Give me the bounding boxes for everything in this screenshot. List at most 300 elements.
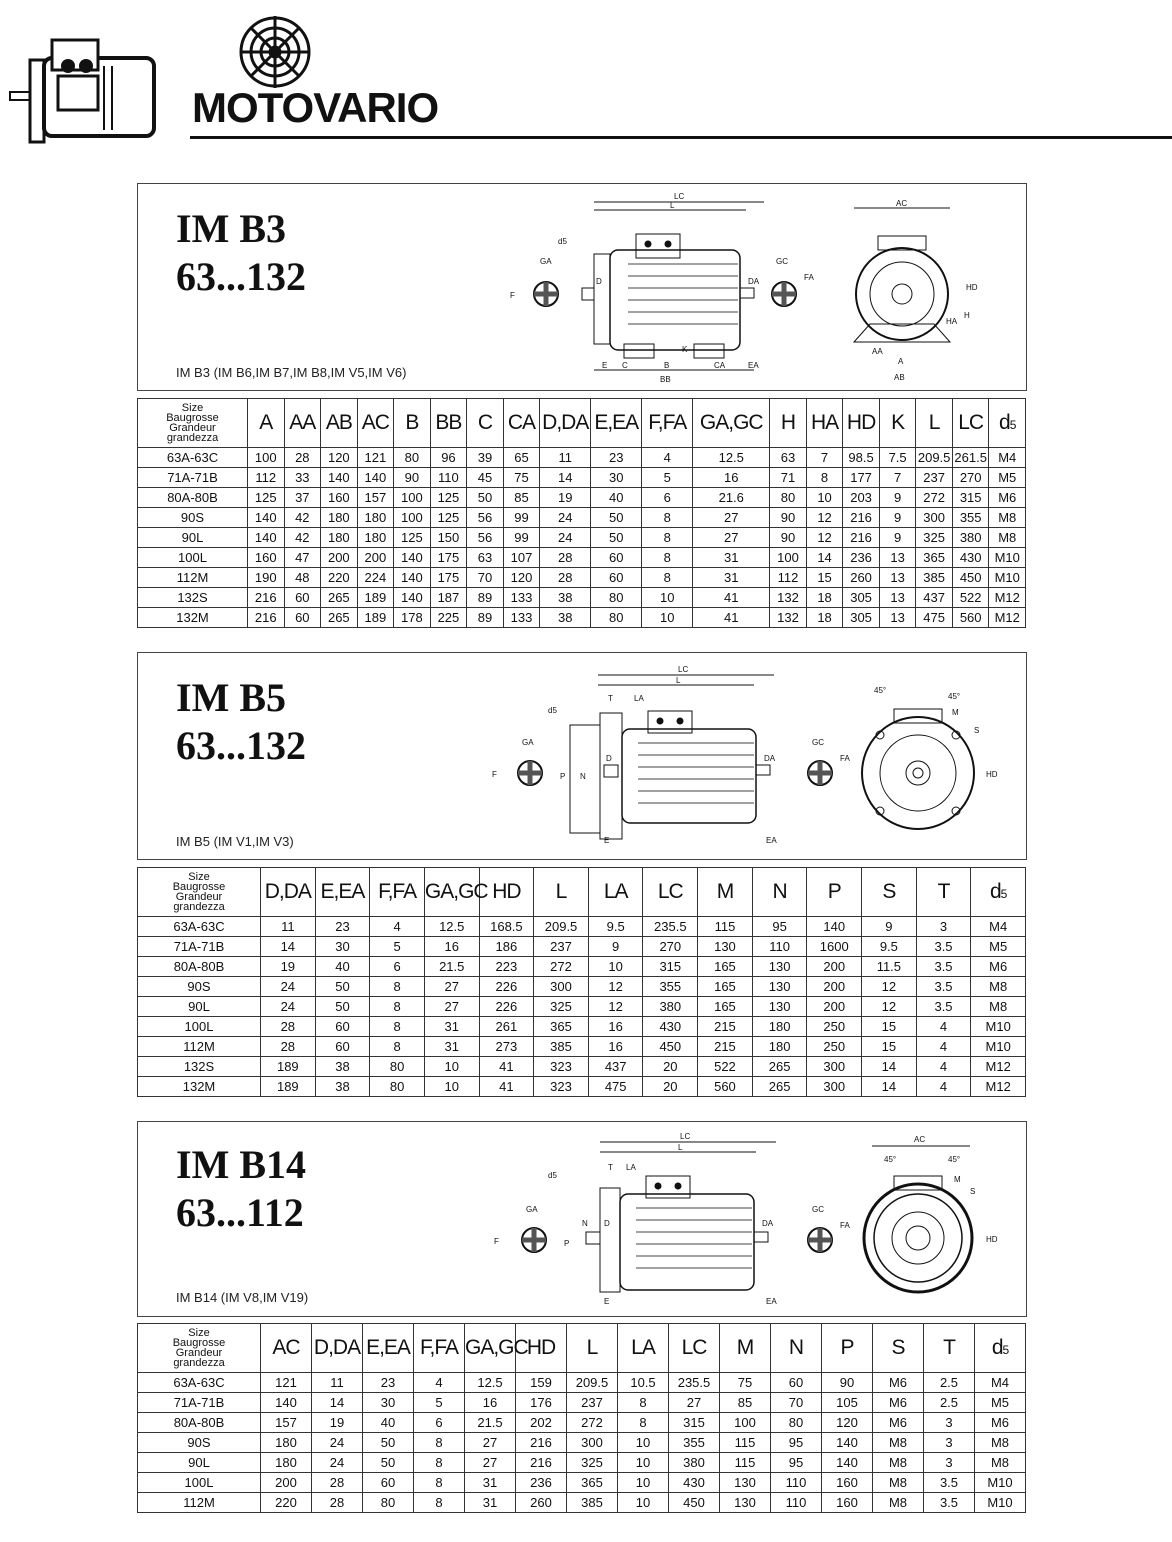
value-cell: 19 xyxy=(312,1413,363,1433)
value-cell: 10 xyxy=(618,1453,669,1473)
value-cell: 265 xyxy=(321,588,358,608)
value-cell: 380 xyxy=(952,528,989,548)
value-cell: 180 xyxy=(261,1433,312,1453)
col-header: H xyxy=(770,399,807,448)
value-cell: 38 xyxy=(315,1077,370,1097)
value-cell: 90 xyxy=(770,528,807,548)
value-cell: 130 xyxy=(752,977,807,997)
svg-text:FA: FA xyxy=(804,273,814,282)
value-cell: M4 xyxy=(989,448,1026,468)
value-cell: 437 xyxy=(916,588,953,608)
value-cell: 50 xyxy=(363,1433,414,1453)
value-cell: 20 xyxy=(643,1077,698,1097)
value-cell: M12 xyxy=(989,608,1026,628)
size-cell: 90S xyxy=(138,1433,261,1453)
value-cell: 130 xyxy=(752,957,807,977)
header-rule xyxy=(190,136,1172,139)
value-cell: 273 xyxy=(479,1037,534,1057)
value-cell: 209.5 xyxy=(567,1373,618,1393)
section-subtitle: IM B3 (IM B6,IM B7,IM B8,IM V5,IM V6) xyxy=(176,365,407,380)
value-cell: 80 xyxy=(771,1413,822,1433)
value-cell: 80 xyxy=(770,488,807,508)
value-cell: 315 xyxy=(643,957,698,977)
value-cell: 355 xyxy=(669,1433,720,1453)
svg-text:P: P xyxy=(564,1239,570,1248)
page-header xyxy=(0,0,1172,150)
value-cell: 19 xyxy=(261,957,316,977)
value-cell: 132 xyxy=(770,588,807,608)
svg-text:E: E xyxy=(602,361,608,370)
value-cell: 14 xyxy=(312,1393,363,1413)
value-cell: M6 xyxy=(989,488,1026,508)
col-header: T xyxy=(916,868,971,917)
value-cell: 237 xyxy=(916,468,953,488)
value-cell: 6 xyxy=(370,957,425,977)
value-cell: 4 xyxy=(916,1037,971,1057)
value-cell: 89 xyxy=(467,608,504,628)
col-header: S xyxy=(873,1324,924,1373)
col-header: L xyxy=(916,399,953,448)
svg-text:LC: LC xyxy=(674,192,685,201)
value-cell: 272 xyxy=(534,957,589,977)
col-header: AA xyxy=(284,399,321,448)
value-cell: 250 xyxy=(807,1037,862,1057)
value-cell: 90 xyxy=(822,1373,873,1393)
size-cell: 112M xyxy=(138,1493,261,1513)
table-row xyxy=(138,1393,1026,1413)
value-cell: 325 xyxy=(534,997,589,1017)
value-cell: 202 xyxy=(516,1413,567,1433)
value-cell: 209.5 xyxy=(534,917,589,937)
value-cell: 80 xyxy=(363,1493,414,1513)
value-cell: 40 xyxy=(363,1413,414,1433)
col-header: HA xyxy=(806,399,843,448)
value-cell: M5 xyxy=(989,468,1026,488)
section-im-b5-panel xyxy=(137,652,1027,860)
svg-text:F: F xyxy=(494,1237,499,1246)
table-row xyxy=(138,488,1026,508)
value-cell: 60 xyxy=(363,1473,414,1493)
value-cell: 80 xyxy=(591,588,642,608)
value-cell: 33 xyxy=(284,468,321,488)
value-cell: 9 xyxy=(879,508,916,528)
value-cell: 50 xyxy=(591,528,642,548)
value-cell: 261.5 xyxy=(952,448,989,468)
value-cell: 450 xyxy=(952,568,989,588)
value-cell: 41 xyxy=(479,1077,534,1097)
value-cell: 140 xyxy=(248,528,285,548)
value-cell: M6 xyxy=(873,1373,924,1393)
size-cell: 71A-71B xyxy=(138,1393,261,1413)
value-cell: 6 xyxy=(642,488,693,508)
table-body xyxy=(138,448,1026,628)
value-cell: 110 xyxy=(771,1493,822,1513)
size-cell: 80A-80B xyxy=(138,1413,261,1433)
value-cell: 107 xyxy=(503,548,540,568)
value-cell: 385 xyxy=(916,568,953,588)
value-cell: 180 xyxy=(357,528,394,548)
value-cell: M4 xyxy=(971,917,1026,937)
value-cell: 20 xyxy=(643,1057,698,1077)
value-cell: 10 xyxy=(588,957,643,977)
value-cell: 305 xyxy=(843,608,880,628)
col-header: BB xyxy=(430,399,467,448)
value-cell: 237 xyxy=(534,937,589,957)
value-cell: 31 xyxy=(465,1473,516,1493)
size-cell: 90L xyxy=(138,1453,261,1473)
table-row xyxy=(138,1433,1026,1453)
value-cell: 60 xyxy=(284,588,321,608)
svg-text:FA: FA xyxy=(840,754,850,763)
value-cell: 112 xyxy=(770,568,807,588)
col-header: L xyxy=(567,1324,618,1373)
value-cell: 120 xyxy=(822,1413,873,1433)
svg-text:D: D xyxy=(606,754,612,763)
value-cell: 223 xyxy=(479,957,534,977)
svg-text:HA: HA xyxy=(946,317,958,326)
section-subtitle: IM B14 (IM V8,IM V19) xyxy=(176,1290,309,1305)
value-cell: 38 xyxy=(540,588,591,608)
svg-text:EA: EA xyxy=(748,361,759,370)
size-cell: 100L xyxy=(138,1473,261,1493)
size-header: Size Baugrosse Grandeur grandezza xyxy=(138,399,248,448)
value-cell: 12.5 xyxy=(693,448,770,468)
table-body xyxy=(138,917,1026,1097)
value-cell: 175 xyxy=(430,548,467,568)
value-cell: 125 xyxy=(248,488,285,508)
value-cell: 99 xyxy=(503,508,540,528)
value-cell: 24 xyxy=(261,977,316,997)
col-header: E,EA xyxy=(315,868,370,917)
value-cell: 23 xyxy=(591,448,642,468)
svg-text:AC: AC xyxy=(914,1135,926,1144)
svg-text:S: S xyxy=(970,1187,976,1196)
value-cell: 4 xyxy=(642,448,693,468)
value-cell: 140 xyxy=(807,917,862,937)
value-cell: 160 xyxy=(321,488,358,508)
value-cell: 115 xyxy=(720,1453,771,1473)
value-cell: 60 xyxy=(315,1017,370,1037)
value-cell: 63 xyxy=(770,448,807,468)
value-cell: 90 xyxy=(770,508,807,528)
value-cell: 19 xyxy=(540,488,591,508)
value-cell: 522 xyxy=(698,1057,753,1077)
value-cell: 10 xyxy=(642,588,693,608)
value-cell: 42 xyxy=(284,528,321,548)
value-cell: 7 xyxy=(879,468,916,488)
value-cell: 31 xyxy=(693,548,770,568)
value-cell: 216 xyxy=(248,588,285,608)
value-cell: 133 xyxy=(503,608,540,628)
value-cell: 30 xyxy=(591,468,642,488)
value-cell: 175 xyxy=(430,568,467,588)
value-cell: M8 xyxy=(873,1493,924,1513)
value-cell: 8 xyxy=(642,508,693,528)
svg-text:P: P xyxy=(560,772,566,781)
table-row xyxy=(138,468,1026,488)
value-cell: 2.5 xyxy=(924,1373,975,1393)
table-row xyxy=(138,548,1026,568)
value-cell: 14 xyxy=(261,937,316,957)
value-cell: 10 xyxy=(618,1433,669,1453)
value-cell: 95 xyxy=(771,1453,822,1473)
value-cell: M8 xyxy=(971,977,1026,997)
value-cell: M8 xyxy=(873,1433,924,1453)
value-cell: 140 xyxy=(261,1393,312,1413)
value-cell: 265 xyxy=(752,1057,807,1077)
value-cell: 4 xyxy=(370,917,425,937)
value-cell: 9 xyxy=(862,917,917,937)
size-cell: 132M xyxy=(138,1077,261,1097)
value-cell: 130 xyxy=(720,1473,771,1493)
table-row xyxy=(138,448,1026,468)
value-cell: 216 xyxy=(843,508,880,528)
svg-text:CA: CA xyxy=(714,361,726,370)
value-cell: 8 xyxy=(642,548,693,568)
value-cell: 27 xyxy=(465,1453,516,1473)
value-cell: 130 xyxy=(720,1493,771,1513)
svg-text:L: L xyxy=(676,676,681,685)
value-cell: 315 xyxy=(952,488,989,508)
col-header: D,DA xyxy=(540,399,591,448)
value-cell: 180 xyxy=(752,1017,807,1037)
size-cell: 100L xyxy=(138,548,248,568)
value-cell: 4 xyxy=(414,1373,465,1393)
section-im-b14-panel xyxy=(137,1121,1027,1317)
value-cell: 24 xyxy=(312,1433,363,1453)
col-header: A xyxy=(248,399,285,448)
value-cell: 70 xyxy=(771,1393,822,1413)
value-cell: M12 xyxy=(971,1077,1026,1097)
value-cell: 38 xyxy=(540,608,591,628)
value-cell: 8 xyxy=(414,1453,465,1473)
svg-text:GA: GA xyxy=(540,257,552,266)
value-cell: 180 xyxy=(321,508,358,528)
value-cell: 3 xyxy=(924,1453,975,1473)
value-cell: 140 xyxy=(394,548,431,568)
value-cell: 430 xyxy=(669,1473,720,1493)
value-cell: 380 xyxy=(643,997,698,1017)
value-cell: 27 xyxy=(465,1433,516,1453)
value-cell: 5 xyxy=(370,937,425,957)
value-cell: 16 xyxy=(693,468,770,488)
value-cell: 41 xyxy=(693,588,770,608)
value-cell: 80 xyxy=(394,448,431,468)
value-cell: 28 xyxy=(540,568,591,588)
value-cell: 8 xyxy=(642,568,693,588)
value-cell: 7 xyxy=(806,448,843,468)
value-cell: M10 xyxy=(971,1037,1026,1057)
col-header: LC xyxy=(952,399,989,448)
value-cell: 3.5 xyxy=(924,1473,975,1493)
value-cell: 177 xyxy=(843,468,880,488)
value-cell: 80 xyxy=(591,608,642,628)
col-header: T xyxy=(924,1324,975,1373)
col-header: B xyxy=(394,399,431,448)
value-cell: 125 xyxy=(394,528,431,548)
size-cell: 100L xyxy=(138,1017,261,1037)
value-cell: 31 xyxy=(424,1037,479,1057)
value-cell: 300 xyxy=(916,508,953,528)
value-cell: 8 xyxy=(414,1433,465,1453)
value-cell: 27 xyxy=(424,977,479,997)
value-cell: 13 xyxy=(879,568,916,588)
value-cell: M10 xyxy=(975,1473,1026,1493)
size-cell: 90S xyxy=(138,977,261,997)
value-cell: 28 xyxy=(261,1017,316,1037)
value-cell: M8 xyxy=(975,1453,1026,1473)
value-cell: 165 xyxy=(698,977,753,997)
value-cell: 16 xyxy=(588,1037,643,1057)
value-cell: M8 xyxy=(873,1473,924,1493)
svg-text:AC: AC xyxy=(896,199,908,208)
svg-text:DA: DA xyxy=(764,754,776,763)
value-cell: 200 xyxy=(807,977,862,997)
svg-text:S: S xyxy=(974,726,980,735)
value-cell: 63 xyxy=(467,548,504,568)
table-row xyxy=(138,977,1026,997)
value-cell: 430 xyxy=(952,548,989,568)
value-cell: 28 xyxy=(284,448,321,468)
svg-text:LC: LC xyxy=(678,665,689,674)
value-cell: 261 xyxy=(479,1017,534,1037)
value-cell: 180 xyxy=(752,1037,807,1057)
value-cell: 60 xyxy=(315,1037,370,1057)
value-cell: 18 xyxy=(806,588,843,608)
value-cell: M8 xyxy=(971,997,1026,1017)
section-title: IM B14 xyxy=(176,1142,306,1187)
value-cell: 140 xyxy=(248,508,285,528)
value-cell: 380 xyxy=(669,1453,720,1473)
section-range: 63...112 xyxy=(176,1190,304,1235)
value-cell: 140 xyxy=(321,468,358,488)
value-cell: 98.5 xyxy=(843,448,880,468)
value-cell: 28 xyxy=(312,1493,363,1513)
col-header: P xyxy=(822,1324,873,1373)
value-cell: 121 xyxy=(261,1373,312,1393)
value-cell: 323 xyxy=(534,1057,589,1077)
size-cell: 90L xyxy=(138,528,248,548)
value-cell: 71 xyxy=(770,468,807,488)
value-cell: 13 xyxy=(879,608,916,628)
value-cell: 11 xyxy=(261,917,316,937)
value-cell: 31 xyxy=(424,1017,479,1037)
svg-text:EA: EA xyxy=(766,836,777,845)
value-cell: 100 xyxy=(248,448,285,468)
value-cell: 226 xyxy=(479,977,534,997)
size-cell: 112M xyxy=(138,1037,261,1057)
value-cell: 37 xyxy=(284,488,321,508)
value-cell: 12 xyxy=(588,977,643,997)
value-cell: 189 xyxy=(261,1057,316,1077)
value-cell: 225 xyxy=(430,608,467,628)
value-cell: 270 xyxy=(952,468,989,488)
value-cell: 27 xyxy=(669,1393,720,1413)
value-cell: 3.5 xyxy=(924,1493,975,1513)
value-cell: 165 xyxy=(698,957,753,977)
value-cell: 21.5 xyxy=(424,957,479,977)
value-cell: 140 xyxy=(822,1453,873,1473)
value-cell: 140 xyxy=(394,588,431,608)
value-cell: 3.5 xyxy=(916,997,971,1017)
value-cell: 3.5 xyxy=(916,957,971,977)
value-cell: 100 xyxy=(770,548,807,568)
value-cell: 450 xyxy=(669,1493,720,1513)
value-cell: 355 xyxy=(952,508,989,528)
value-cell: 100 xyxy=(720,1413,771,1433)
value-cell: 15 xyxy=(806,568,843,588)
value-cell: 60 xyxy=(771,1373,822,1393)
value-cell: 187 xyxy=(430,588,467,608)
value-cell: 200 xyxy=(807,997,862,1017)
value-cell: 8 xyxy=(370,1017,425,1037)
svg-text:F: F xyxy=(492,770,497,779)
value-cell: M10 xyxy=(971,1017,1026,1037)
col-header: M xyxy=(698,868,753,917)
value-cell: 200 xyxy=(357,548,394,568)
value-cell: 235.5 xyxy=(669,1373,720,1393)
table-row xyxy=(138,997,1026,1017)
motovario-emblem-icon xyxy=(232,12,318,90)
value-cell: 28 xyxy=(261,1037,316,1057)
svg-text:C: C xyxy=(622,361,628,370)
value-cell: 70 xyxy=(467,568,504,588)
svg-text:F: F xyxy=(510,291,515,300)
value-cell: 475 xyxy=(588,1077,643,1097)
value-cell: 522 xyxy=(952,588,989,608)
size-cell: 71A-71B xyxy=(138,937,261,957)
value-cell: 300 xyxy=(534,977,589,997)
table-row xyxy=(138,1057,1026,1077)
value-cell: 3.5 xyxy=(916,977,971,997)
value-cell: 90 xyxy=(394,468,431,488)
value-cell: 14 xyxy=(862,1077,917,1097)
value-cell: 157 xyxy=(357,488,394,508)
value-cell: 9 xyxy=(879,488,916,508)
value-cell: 28 xyxy=(312,1473,363,1493)
svg-text:M: M xyxy=(954,1175,961,1184)
value-cell: 12 xyxy=(806,528,843,548)
svg-text:HD: HD xyxy=(986,1235,998,1244)
value-cell: 260 xyxy=(843,568,880,588)
im-b5-dimension-table xyxy=(137,867,1026,1097)
value-cell: 3 xyxy=(924,1413,975,1433)
section-title: IM B3 xyxy=(176,206,286,251)
value-cell: 315 xyxy=(669,1413,720,1433)
value-cell: 24 xyxy=(261,997,316,1017)
value-cell: 125 xyxy=(430,488,467,508)
value-cell: 40 xyxy=(591,488,642,508)
value-cell: 80 xyxy=(370,1057,425,1077)
value-cell: 100 xyxy=(394,488,431,508)
col-header: HD xyxy=(479,868,534,917)
col-header: F,FA xyxy=(414,1324,465,1373)
value-cell: M10 xyxy=(989,568,1026,588)
value-cell: 13 xyxy=(879,588,916,608)
value-cell: 12 xyxy=(806,508,843,528)
value-cell: 8 xyxy=(370,997,425,1017)
value-cell: 220 xyxy=(321,568,358,588)
value-cell: 45 xyxy=(467,468,504,488)
motor-b14-drawing xyxy=(478,1122,1018,1316)
value-cell: 450 xyxy=(643,1037,698,1057)
value-cell: 21.6 xyxy=(693,488,770,508)
size-cell: 71A-71B xyxy=(138,468,248,488)
value-cell: 189 xyxy=(261,1077,316,1097)
value-cell: 8 xyxy=(370,1037,425,1057)
value-cell: 203 xyxy=(843,488,880,508)
value-cell: 60 xyxy=(284,608,321,628)
